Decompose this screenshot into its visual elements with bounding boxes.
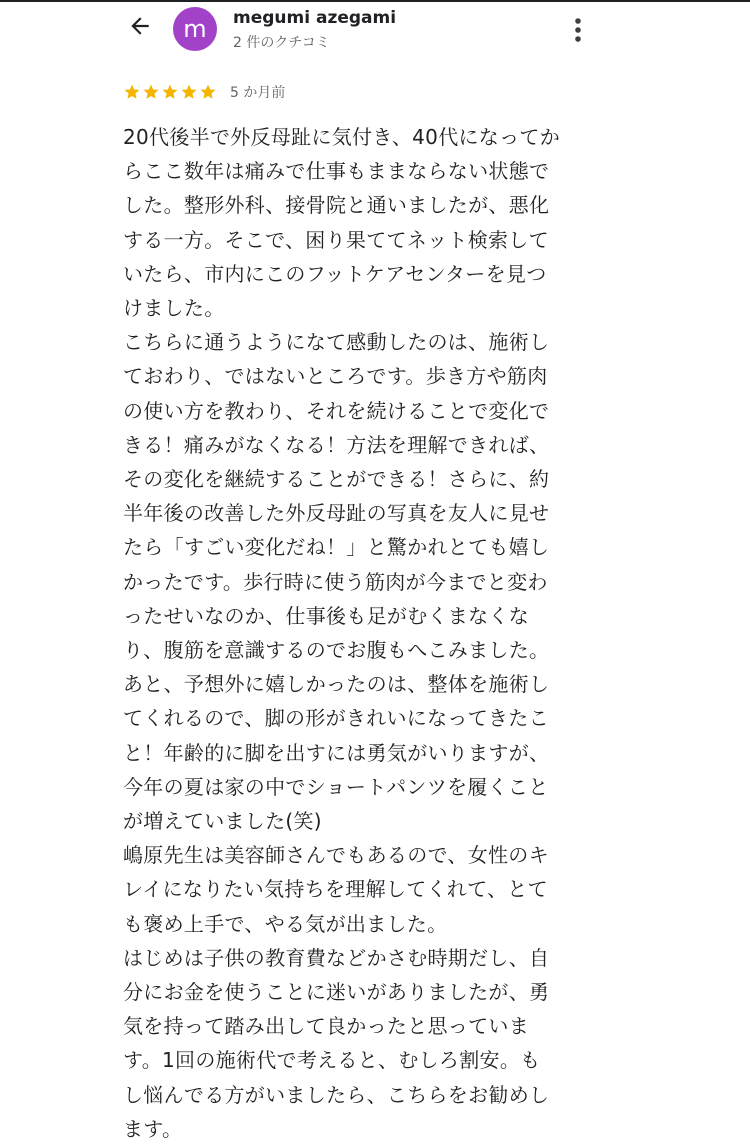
review-line: 今年の夏は家の中でショートパンツを履くこと bbox=[123, 774, 549, 799]
review-line: 半年後の改善した外反母趾の写真を友人に見せ bbox=[123, 501, 550, 526]
review-text bbox=[123, 120, 593, 1146]
review-line: ておわり、ではないところです。歩き方や筋肉 bbox=[123, 364, 548, 389]
star-icon bbox=[199, 83, 217, 101]
more-vert-icon bbox=[574, 17, 582, 43]
arrow-left-icon bbox=[127, 13, 153, 39]
back-button[interactable] bbox=[122, 8, 158, 44]
star-icon bbox=[180, 83, 198, 101]
review-line: も褒め上手で、やる気が出ました。 bbox=[123, 911, 448, 936]
review-line: はじめは子供の教育費などかさむ時期だし、自 bbox=[123, 945, 550, 970]
review-line: する一方。そこで、困り果ててネット検索して bbox=[123, 227, 549, 252]
review-line: その変化を継続することができる！さらに、約 bbox=[123, 467, 550, 492]
header bbox=[0, 2, 750, 56]
review-line: の使い方を教わり、それを続けることで変化で bbox=[123, 398, 550, 423]
review-line: きる！痛みがなくなる！方法を理解できれば、 bbox=[123, 432, 550, 457]
review-line: けました。 bbox=[123, 296, 225, 321]
review-line: 20代後半で外反母趾に気付き、40代になってか bbox=[123, 125, 560, 149]
more-options-button[interactable] bbox=[565, 10, 591, 50]
user-name[interactable]: megumi azegami bbox=[233, 8, 397, 28]
review-line: が増えていました(笑) bbox=[123, 809, 322, 834]
review-line: らここ数年は痛みで仕事もままならない状態で bbox=[123, 159, 550, 184]
review-line: ったせいなのか、仕事後も足がむくまなくな bbox=[123, 603, 529, 628]
review-date: 5 か月前 bbox=[230, 85, 286, 101]
review-line: たら「すごい変化だね！」と驚かれとても嬉し bbox=[123, 535, 550, 560]
star-icon bbox=[123, 83, 141, 101]
star-icon bbox=[161, 83, 179, 101]
review-count: 2 件のクチコミ bbox=[233, 35, 330, 51]
review-line: 気を持って踏み出して良かったと思っていま bbox=[123, 1014, 529, 1039]
review-line: した。整形外科、接骨院と通いましたが、悪化 bbox=[123, 193, 550, 218]
review-line: り、腹筋を意識するのでお腹もへこみました。 bbox=[123, 638, 550, 663]
star-icon bbox=[142, 83, 160, 101]
review-line: す。1回の施術代で考えると、むしろ割安。も bbox=[123, 1048, 541, 1073]
review-line: 嶋原先生は美容師さんでもあるので、女性のキ bbox=[123, 843, 549, 868]
review-line: と！年齢的に脚を出すには勇気がいりますが、 bbox=[123, 740, 550, 765]
review-line: あと、予想外に嬉しかったのは、整体を施術し bbox=[123, 672, 550, 697]
review-line: かったです。歩行時に使う筋肉が今までと変わ bbox=[123, 569, 548, 594]
review-line: 分にお金を使うことに迷いがありましたが、勇 bbox=[123, 980, 550, 1005]
rating-row bbox=[123, 80, 285, 104]
review-line: いたら、市内にこのフットケアセンターを見つ bbox=[123, 261, 547, 286]
review-line: こちらに通うようになて感動したのは、施術し bbox=[123, 330, 550, 355]
review-line: し悩んでる方がいましたら、こちらをお勧めし bbox=[123, 1082, 550, 1107]
review-line: ます。 bbox=[123, 1116, 183, 1141]
review-line: てくれるので、脚の形がきれいになってきたこ bbox=[123, 706, 549, 731]
star-rating bbox=[123, 83, 217, 101]
avatar-letter: m bbox=[183, 15, 207, 43]
avatar[interactable] bbox=[173, 7, 217, 51]
review-line: レイになりたい気持ちを理解してくれて、とて bbox=[123, 877, 548, 902]
